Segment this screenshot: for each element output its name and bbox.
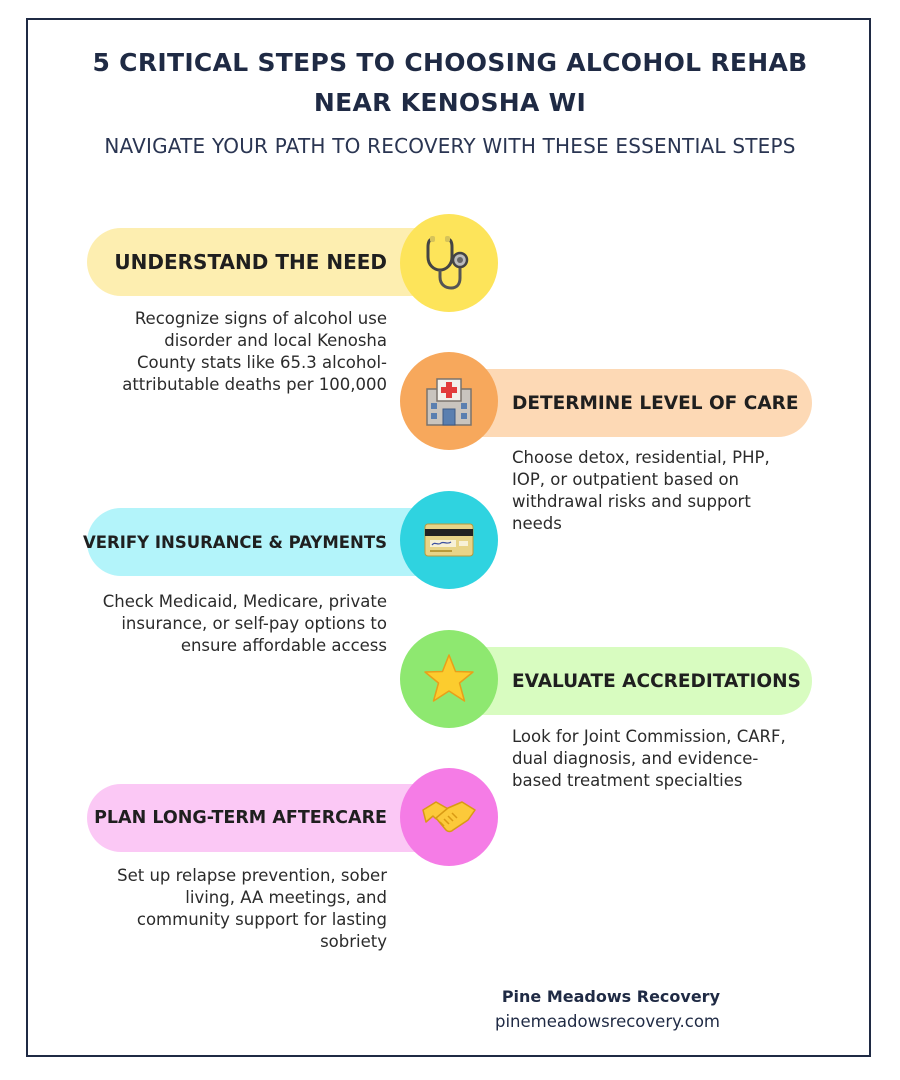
star-icon <box>421 651 477 707</box>
step-5-icon-circle <box>400 768 498 866</box>
step-4-title: EVALUATE ACCREDITATIONS <box>512 670 801 692</box>
step-1-title: UNDERSTAND THE NEED <box>114 250 387 274</box>
page-subtitle: NAVIGATE YOUR PATH TO RECOVERY WITH THESE ESSENTIAL STEPS <box>104 134 796 158</box>
page-title-line-2: NEAR KENOSHA WI <box>313 88 587 117</box>
step-5-title: PLAN LONG-TERM AFTERCARE <box>94 808 387 828</box>
brand-name: Pine Meadows Recovery <box>501 987 720 1006</box>
step-2-icon-circle <box>400 352 498 450</box>
step-4-description: Look for Joint Commission, CARF, dual diagnosis, and evidence- based treatment specialties <box>512 727 786 790</box>
step-1-description: Recognize signs of alcohol use disorder and local Kenosha County stats like 65.3 alcohol- attributable deaths per 100,000 <box>122 309 387 394</box>
step-3-description: Check Medicaid, Medicare, private insurance, or self-pay options to ensure affordable access <box>102 592 387 655</box>
handshake-icon <box>420 788 478 846</box>
hospital-icon <box>421 373 477 429</box>
step-5-description: Set up relapse prevention, sober living, AA meetings, and community support for lasting sobriety <box>117 866 387 951</box>
step-2-title: DETERMINE LEVEL OF CARE <box>512 392 799 414</box>
page-title-line-1: 5 CRITICAL STEPS TO CHOOSING ALCOHOL REHAB <box>92 48 808 77</box>
stethoscope-icon <box>419 233 479 293</box>
website-link[interactable]: pinemeadowsrecovery.com <box>495 1012 720 1031</box>
step-3-title: VERIFY INSURANCE & PAYMENTS <box>83 532 387 552</box>
credit-card-icon <box>421 512 477 568</box>
step-2-description: Choose detox, residential, PHP, IOP, or outpatient based on withdrawal risks and support needs <box>512 448 770 533</box>
step-4-icon-circle <box>400 630 498 728</box>
step-1-icon-circle <box>400 214 498 312</box>
step-3-icon-circle <box>400 491 498 589</box>
